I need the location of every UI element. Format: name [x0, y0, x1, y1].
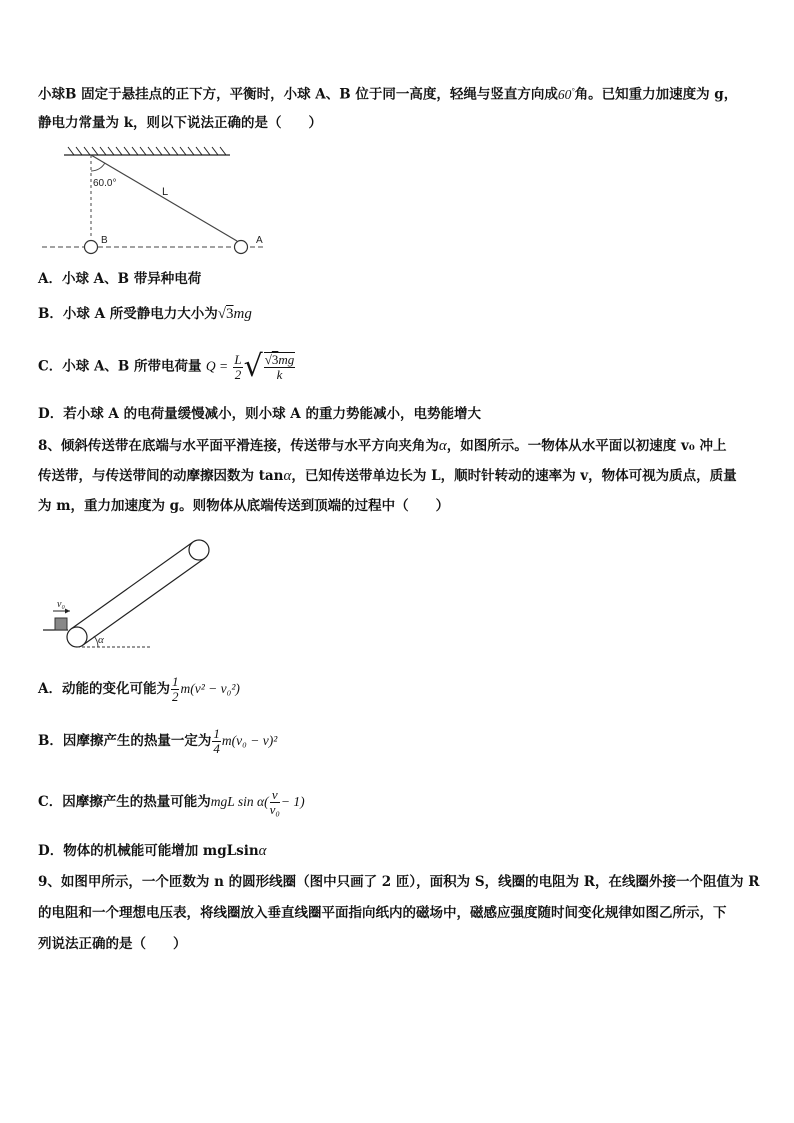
ball-a-label: A — [256, 235, 263, 246]
string-l — [91, 155, 237, 241]
q7-stem-line1 — [38, 82, 737, 104]
q7-stem-end: 角。已知重力加速度为 g， — [574, 86, 738, 103]
block — [55, 618, 67, 630]
q7-option-c-frac: $\frac{L}{2}$ — [234, 351, 242, 382]
q8-line2: 传送带，与传送带间的动摩擦因数为 tanα，已知传送带单边长为 L，顺时针转动的速率为 v，物体可视为质点，质量 — [38, 468, 737, 484]
q7-option-c-root: √ $\frac{√3mg}{k}$ — [243, 349, 295, 384]
q7-option-c-q: Q = — [205, 358, 229, 374]
q8-option-d: D．物体的机械能可能增加 mgLsinα — [38, 843, 267, 859]
q8-option-a: A．动能的变化可能为 $\frac{1}{2}$ m(v² − v₀²) — [38, 674, 240, 704]
q7-stem-text: 小球B 固定于悬挂点的正下方，平衡时，小球 A、B 位于同一高度，轻绳与竖直方向成 — [38, 86, 558, 103]
q7-angle: 60° — [557, 86, 575, 102]
q7-option-c-text: C．小球 A、B 所带电荷量 — [38, 358, 202, 375]
q8-conveyor-figure — [38, 535, 218, 655]
v0-label: v₀ — [57, 599, 65, 610]
belt-lower-edge — [83, 558, 205, 645]
q7-option-b-text: B．小球 A 所受静电力大小为 — [38, 306, 218, 322]
q7-option-b — [38, 305, 252, 323]
ball-a — [235, 241, 248, 254]
angle-label: 60.0° — [93, 178, 117, 189]
ball-b — [85, 241, 98, 254]
q7-option-a: A．小球 A、B 带异种电荷 — [38, 271, 202, 287]
q8-line1: 8、倾斜传送带在底端与水平面平滑连接，传送带与水平方向夹角为α，如图所示。一物体从水平面以初速度 v₀ 冲上 — [38, 438, 727, 454]
q7-pendulum-figure — [38, 145, 278, 255]
q7-stem-line2: 静电力常量为 k，则以下说法正确的是（ ） — [38, 115, 323, 131]
top-roller — [189, 540, 209, 560]
belt-upper-edge — [71, 542, 193, 629]
q8-line3: 为 m，重力加速度为 g。则物体从底端传送到顶端的过程中（ ） — [38, 498, 450, 514]
q8-option-b: B．因摩擦产生的热量一定为 $\frac{1}{4}$ m(v₀ − v)² — [38, 726, 278, 756]
alpha-label: α — [98, 634, 104, 646]
q7-option-c — [38, 349, 296, 384]
q7-option-d: D．若小球 A 的电荷量缓慢减小，则小球 A 的重力势能减小，电势能增大 — [38, 406, 481, 422]
q9-line1: 9、如图甲所示，一个匝数为 n 的圆形线圈（图中只画了 2 匝），面积为 S，线圈的电阻为 R，在线圈外接一个阻值为 R — [38, 874, 760, 890]
q9-line2: 的电阻和一个理想电压表，将线圈放入垂直线圈平面指向纸内的磁场中，磁感应强度随时间变化规律如图乙所示，下 — [38, 905, 727, 921]
bottom-roller — [67, 627, 87, 647]
q7-option-b-math: √3mg — [217, 306, 252, 322]
q9-line3: 列说法正确的是（ ） — [38, 936, 187, 952]
length-label: L — [162, 186, 169, 198]
q8-option-c: C．因摩擦产生的热量可能为mgL sin α( $\frac{v}{\text{v₀}}$ − 1) — [38, 787, 305, 817]
ball-b-label: B — [101, 235, 108, 246]
